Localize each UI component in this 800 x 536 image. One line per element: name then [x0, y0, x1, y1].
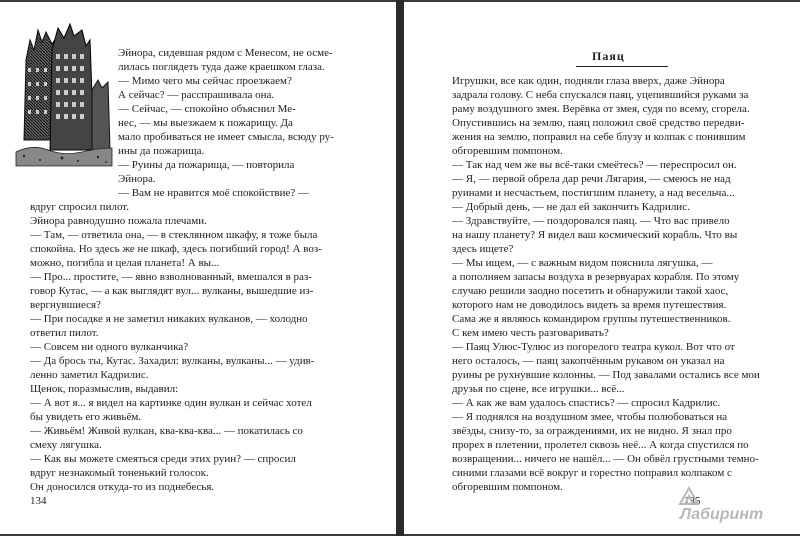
text-line: которого нам не доводилось видеть за время путешествия. — [452, 299, 727, 311]
text-line: — Паяц Улюс-Тулюс из погорелого театра кукол. Вот что от — [452, 341, 735, 353]
heading-rule — [576, 66, 668, 67]
text-line: вдруг спросил пилот. — [30, 201, 130, 213]
text-line: — Совсем ни одного вулканчика? — [30, 341, 189, 353]
text-line: — При посадке я не заметил никаких вулканов, — холодно — [30, 313, 308, 325]
text-line: него осталось, — паяц закопчённым рукавом он указал на — [452, 355, 725, 367]
text-line: говор Кутас, — а как выглядят вул... вулканы, вышедшие из- — [30, 285, 314, 297]
text-line: синими глазами всё вокруг и горестно поправил колпаком с — [452, 467, 732, 479]
text-line: Он доносился откуда-то из поднебесья. — [30, 481, 215, 493]
text-line: — Да брось ты, Кутас. Захадил: вулканы, вулканы... — удив- — [30, 355, 315, 367]
labyrinth-logo-icon — [678, 486, 700, 506]
text-line: руины ре рухнувшие колонны. — Под завалами остались все мои — [452, 369, 760, 381]
text-line: С кем имею честь разговаривать? — [452, 327, 609, 339]
text-line: бы увидеть его живьём. — [30, 411, 142, 423]
page-number: 134 — [30, 495, 47, 507]
watermark: Лабиринт — [680, 506, 764, 523]
text-line: Игрушки, все как один, подняли глаза вверх, даже Эйнора — [452, 75, 725, 87]
text-line: а пополняем запасы воздуха в резервуарах корабля. По этому — [452, 271, 740, 283]
text-line: — Там, — ответила она, — в стеклянном шкафу, я тоже была — [30, 229, 318, 241]
text-line: Сама же я являюсь командиром группы путешественников. — [452, 313, 731, 325]
text-line: А сейчас? — расспрашивала она. — [118, 89, 275, 101]
text-line: Эйнора, сидевшая рядом с Менесом, не осме- — [118, 47, 333, 59]
text-line: вергнувшиеся? — [30, 299, 101, 311]
text-line: ответил пилот. — [30, 327, 99, 339]
text-line: вдруг незнакомый тоненький голосок. — [30, 467, 209, 479]
text-line: — Я поднялся на воздушном змее, чтобы полюбоваться на — [452, 411, 728, 423]
ruined-building-illustration — [12, 20, 116, 172]
text-line: раму воздушного змея. Верёвка от змея, судя по всему, сгорела. — [452, 103, 750, 115]
text-line: — Мимо чего мы сейчас проезжаем? — [118, 75, 292, 87]
text-line: мало пробиваться не имеет смысла, всюду ру- — [118, 131, 334, 143]
text-line: можно, погибла и целая планета! А вы... — [30, 257, 220, 269]
text-line: на нашу планету? Я видел ваш космический корабль. Что вы — [452, 229, 738, 241]
text-line: жения на землю, поправил на себе блузу и колпак с понившим — [452, 131, 746, 143]
text-line: — Живьём! Живой вулкан, ква-ква-ква... — покатилась со — [30, 425, 303, 437]
text-line: — Я, — первой обрела дар речи Лягария, — смеюсь не над — [452, 173, 731, 185]
text-line: здесь ищете? — [452, 243, 514, 255]
chapter-heading: Паяц — [592, 49, 625, 63]
text-line: Щенок, поразмыслив, выдавил: — [30, 383, 179, 395]
text-line: задрала голову. С неба спускался паяц, уцепившийся руками за — [452, 89, 749, 101]
text-line: — Так над чем же вы всё-таки смеётесь? — переспросил он. — [452, 159, 737, 171]
text-line: — Добрый день, — не дал ей закончить Кадрилис. — [452, 201, 690, 213]
text-line: обгоревшим помпоном. — [452, 481, 563, 493]
page-number: 135 — [684, 495, 701, 507]
text-line: — Вам не нравится моё спокойствие? — — [118, 187, 310, 199]
text-line: возвращении... ничего не нашёл... — Он обвёл грустными темно- — [452, 453, 759, 465]
text-line: смеху лягушка. — [30, 439, 102, 451]
text-line: — Мы ищем, — с важным видом пояснила лягушка, — — [452, 257, 713, 269]
text-line: — Здравствуйте, — поздоровался паяц. — Что вас привело — [452, 215, 730, 227]
text-line: — А как же вам удалось спастись? — спросил Кадрилис. — [452, 397, 721, 409]
text-line: Эйнора равнодушно пожала плечами. — [30, 215, 207, 227]
text-line: — Как вы можете смеяться среди этих руин? — спросил — [30, 453, 296, 465]
text-line: друзья по сцене, все игрушки... всё... — [452, 383, 625, 395]
text-line: — Про... простите, — явно взволнованный, вмешался в раз- — [30, 271, 312, 283]
text-line: руинами и несчастьем, постигшим планету, а над весельча... — [452, 187, 735, 199]
right-page — [404, 2, 800, 534]
left-page — [0, 2, 396, 534]
text-line: обгоревшим помпоном. — [452, 145, 563, 157]
text-line: спокойна. Но здесь же не шкаф, здесь погибший город! А воз- — [30, 243, 322, 255]
text-line: случаю решили заодно посетить и обнаружили такой хаос, — [452, 285, 729, 297]
text-line: звёзды, снизу-то, за ограждениями, их не видно. Я знал про — [452, 425, 732, 437]
text-line: ленно заметил Кадрилис. — [30, 369, 149, 381]
text-line: — А вот я... я видел на картинке один вулкан и сейчас хотел — [30, 397, 312, 409]
text-line: нес, — мы выезжаем к пожарищу. Да — [118, 117, 293, 129]
book-spine — [396, 0, 404, 536]
text-line: ины да пожарища. — [118, 145, 205, 157]
text-line: лилась поглядеть туда даже краешком глаза. — [118, 61, 325, 73]
text-line: Эйнора. — [118, 173, 156, 185]
text-line: — Руины да пожарища, — повторила — [118, 159, 295, 171]
text-line: Опустившись на землю, паяц положил своё средство передви- — [452, 117, 745, 129]
text-line: — Сейчас, — спокойно объяснил Ме- — [118, 103, 296, 115]
text-line: прорех в плетении, пролетел сквозь неё... А когда спустился по — [452, 439, 749, 451]
